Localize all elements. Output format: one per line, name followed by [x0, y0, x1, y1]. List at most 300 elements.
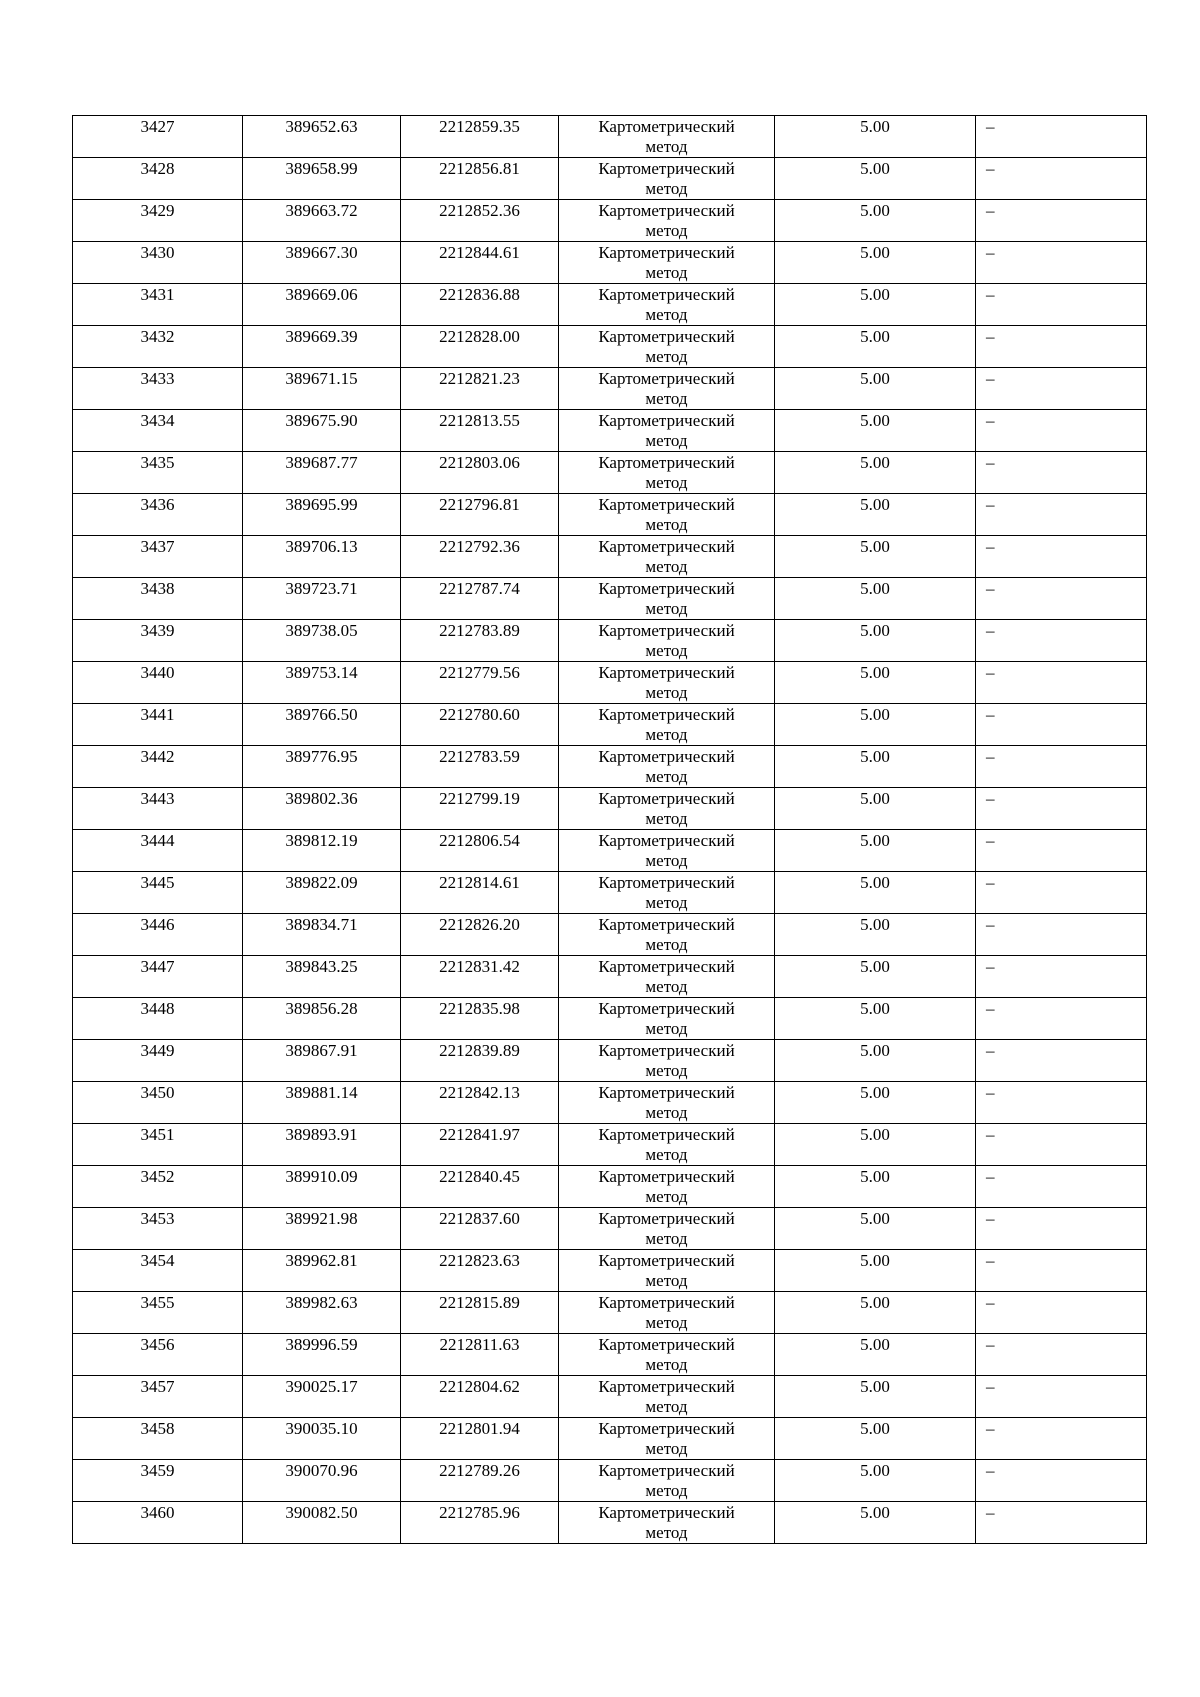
table-row: [73, 1124, 1147, 1166]
y-coordinate-cell: [401, 410, 559, 452]
method-line-1: Картометрический: [598, 453, 735, 472]
y-coordinate-cell: [401, 1418, 559, 1460]
point-number-cell-value: 3447: [140, 957, 175, 976]
method-line-2: метод: [645, 1061, 688, 1080]
x-coordinate-cell: [243, 1460, 401, 1502]
method-line-1: Картометрический: [598, 1125, 735, 1144]
note-cell: [976, 158, 1147, 200]
method-line-2: метод: [645, 473, 688, 492]
table-row: [73, 1082, 1147, 1124]
method-line-1: Картометрический: [598, 663, 735, 682]
accuracy-cell-value: 5.00: [860, 411, 890, 430]
y-coordinate-cell-value: 2212828.00: [439, 327, 520, 346]
accuracy-cell: [775, 1082, 976, 1124]
y-coordinate-cell: [401, 368, 559, 410]
accuracy-cell-value: 5.00: [860, 1461, 890, 1480]
method-cell: [559, 1502, 775, 1544]
note-cell-value: –: [986, 621, 995, 640]
point-number-cell: [73, 326, 243, 368]
method-cell: [559, 704, 775, 746]
method-line-1: Картометрический: [598, 1083, 735, 1102]
method-cell: [559, 452, 775, 494]
y-coordinate-cell: [401, 620, 559, 662]
x-coordinate-cell-value: 389867.91: [285, 1041, 358, 1060]
note-cell: [976, 494, 1147, 536]
note-cell-value: –: [986, 453, 995, 472]
x-coordinate-cell-value: 389671.15: [285, 369, 358, 388]
method-line-1: Картометрический: [598, 1293, 735, 1312]
y-coordinate-cell: [401, 1334, 559, 1376]
method-line-2: метод: [645, 1187, 688, 1206]
note-cell: [976, 368, 1147, 410]
method-cell: [559, 662, 775, 704]
y-coordinate-cell: [401, 494, 559, 536]
accuracy-cell: [775, 536, 976, 578]
accuracy-cell-value: 5.00: [860, 999, 890, 1018]
x-coordinate-cell: [243, 1250, 401, 1292]
method-line-1: Картометрический: [598, 915, 735, 934]
y-coordinate-cell-value: 2212792.36: [439, 537, 520, 556]
accuracy-cell-value: 5.00: [860, 957, 890, 976]
y-coordinate-cell: [401, 704, 559, 746]
y-coordinate-cell: [401, 1208, 559, 1250]
y-coordinate-cell: [401, 662, 559, 704]
method-cell: [559, 536, 775, 578]
method-line-1: Картометрический: [598, 747, 735, 766]
y-coordinate-cell-value: 2212804.62: [439, 1377, 520, 1396]
method-line-2: метод: [645, 641, 688, 660]
note-cell: [976, 284, 1147, 326]
x-coordinate-cell: [243, 1040, 401, 1082]
method-cell: [559, 914, 775, 956]
point-number-cell: [73, 998, 243, 1040]
note-cell-value: –: [986, 1419, 995, 1438]
x-coordinate-cell: [243, 1502, 401, 1544]
method-line-1: Картометрический: [598, 411, 735, 430]
note-cell: [976, 1208, 1147, 1250]
accuracy-cell: [775, 368, 976, 410]
x-coordinate-cell: [243, 368, 401, 410]
method-line-1: Картометрический: [598, 1461, 735, 1480]
x-coordinate-cell-value: 389667.30: [285, 243, 358, 262]
point-number-cell-value: 3442: [140, 747, 175, 766]
y-coordinate-cell: [401, 1292, 559, 1334]
accuracy-cell-value: 5.00: [860, 747, 890, 766]
point-number-cell-value: 3445: [140, 873, 175, 892]
method-line-1: Картометрический: [598, 789, 735, 808]
y-coordinate-cell-value: 2212803.06: [439, 453, 520, 472]
method-line-1: Картометрический: [598, 495, 735, 514]
method-line-2: метод: [645, 263, 688, 282]
note-cell-value: –: [986, 663, 995, 682]
accuracy-cell: [775, 116, 976, 158]
method-cell: [559, 788, 775, 830]
point-number-cell: [73, 284, 243, 326]
method-line-2: метод: [645, 1229, 688, 1248]
point-number-cell-value: 3433: [140, 369, 175, 388]
note-cell-value: –: [986, 915, 995, 934]
point-number-cell: [73, 158, 243, 200]
note-cell-value: –: [986, 1209, 995, 1228]
note-cell-value: –: [986, 957, 995, 976]
note-cell: [976, 620, 1147, 662]
point-number-cell: [73, 956, 243, 998]
accuracy-cell: [775, 746, 976, 788]
table-row: [73, 284, 1147, 326]
y-coordinate-cell-value: 2212856.81: [439, 159, 520, 178]
x-coordinate-cell: [243, 746, 401, 788]
point-number-cell-value: 3460: [140, 1503, 175, 1522]
method-cell: [559, 1082, 775, 1124]
y-coordinate-cell-value: 2212841.97: [439, 1125, 520, 1144]
accuracy-cell: [775, 662, 976, 704]
note-cell-value: –: [986, 1503, 995, 1522]
note-cell: [976, 1292, 1147, 1334]
y-coordinate-cell: [401, 116, 559, 158]
y-coordinate-cell: [401, 872, 559, 914]
x-coordinate-cell-value: 390070.96: [285, 1461, 358, 1480]
table-row: [73, 1418, 1147, 1460]
point-number-cell: [73, 200, 243, 242]
accuracy-cell-value: 5.00: [860, 159, 890, 178]
method-line-1: Картометрический: [598, 159, 735, 178]
note-cell-value: –: [986, 831, 995, 850]
point-number-cell: [73, 116, 243, 158]
method-line-1: Картометрический: [598, 831, 735, 850]
note-cell: [976, 326, 1147, 368]
x-coordinate-cell-value: 389663.72: [285, 201, 358, 220]
note-cell-value: –: [986, 747, 995, 766]
x-coordinate-cell-value: 389738.05: [285, 621, 358, 640]
method-cell: [559, 326, 775, 368]
x-coordinate-cell-value: 389812.19: [285, 831, 358, 850]
method-line-1: Картометрический: [598, 1251, 735, 1270]
accuracy-cell: [775, 326, 976, 368]
method-cell: [559, 158, 775, 200]
point-number-cell: [73, 1250, 243, 1292]
y-coordinate-cell: [401, 1502, 559, 1544]
table-row: [73, 788, 1147, 830]
point-number-cell: [73, 1292, 243, 1334]
method-line-2: метод: [645, 347, 688, 366]
note-cell-value: –: [986, 789, 995, 808]
x-coordinate-cell: [243, 1124, 401, 1166]
point-number-cell: [73, 410, 243, 452]
accuracy-cell-value: 5.00: [860, 915, 890, 934]
y-coordinate-cell-value: 2212831.42: [439, 957, 520, 976]
accuracy-cell-value: 5.00: [860, 1377, 890, 1396]
x-coordinate-cell-value: 389766.50: [285, 705, 358, 724]
y-coordinate-cell-value: 2212814.61: [439, 873, 520, 892]
method-cell: [559, 746, 775, 788]
x-coordinate-cell: [243, 788, 401, 830]
note-cell: [976, 998, 1147, 1040]
y-coordinate-cell-value: 2212836.88: [439, 285, 520, 304]
accuracy-cell-value: 5.00: [860, 201, 890, 220]
method-cell: [559, 242, 775, 284]
method-line-1: Картометрический: [598, 327, 735, 346]
y-coordinate-cell: [401, 998, 559, 1040]
note-cell-value: –: [986, 1167, 995, 1186]
point-number-cell: [73, 578, 243, 620]
y-coordinate-cell-value: 2212842.13: [439, 1083, 520, 1102]
x-coordinate-cell: [243, 1166, 401, 1208]
x-coordinate-cell: [243, 914, 401, 956]
point-number-cell-value: 3451: [140, 1125, 175, 1144]
method-line-1: Картометрический: [598, 1335, 735, 1354]
accuracy-cell-value: 5.00: [860, 663, 890, 682]
table-row: [73, 998, 1147, 1040]
note-cell-value: –: [986, 873, 995, 892]
y-coordinate-cell: [401, 1040, 559, 1082]
y-coordinate-cell-value: 2212799.19: [439, 789, 520, 808]
table-row: [73, 242, 1147, 284]
point-number-cell-value: 3446: [140, 915, 175, 934]
method-line-1: Картометрический: [598, 873, 735, 892]
accuracy-cell-value: 5.00: [860, 1167, 890, 1186]
table-row: [73, 746, 1147, 788]
x-coordinate-cell: [243, 1376, 401, 1418]
y-coordinate-cell: [401, 536, 559, 578]
y-coordinate-cell-value: 2212813.55: [439, 411, 520, 430]
y-coordinate-cell-value: 2212783.59: [439, 747, 520, 766]
table-row: [73, 368, 1147, 410]
table-row: [73, 1040, 1147, 1082]
method-line-2: метод: [645, 893, 688, 912]
x-coordinate-cell-value: 389834.71: [285, 915, 358, 934]
method-line-2: метод: [645, 1439, 688, 1458]
point-number-cell-value: 3444: [140, 831, 175, 850]
y-coordinate-cell: [401, 956, 559, 998]
method-line-2: метод: [645, 851, 688, 870]
y-coordinate-cell: [401, 452, 559, 494]
x-coordinate-cell-value: 389843.25: [285, 957, 358, 976]
x-coordinate-cell-value: 389996.59: [285, 1335, 358, 1354]
table-row: [73, 200, 1147, 242]
accuracy-cell-value: 5.00: [860, 243, 890, 262]
method-line-2: метод: [645, 1355, 688, 1374]
accuracy-cell: [775, 998, 976, 1040]
accuracy-cell: [775, 410, 976, 452]
point-number-cell: [73, 452, 243, 494]
note-cell: [976, 704, 1147, 746]
x-coordinate-cell: [243, 578, 401, 620]
accuracy-cell: [775, 788, 976, 830]
table-row: [73, 1292, 1147, 1334]
accuracy-cell: [775, 1502, 976, 1544]
x-coordinate-cell-value: 390082.50: [285, 1503, 358, 1522]
method-line-2: метод: [645, 431, 688, 450]
point-number-cell: [73, 1418, 243, 1460]
note-cell: [976, 242, 1147, 284]
x-coordinate-cell: [243, 662, 401, 704]
y-coordinate-cell-value: 2212785.96: [439, 1503, 520, 1522]
accuracy-cell: [775, 1418, 976, 1460]
y-coordinate-cell-value: 2212780.60: [439, 705, 520, 724]
y-coordinate-cell: [401, 200, 559, 242]
method-line-2: метод: [645, 179, 688, 198]
accuracy-cell: [775, 1376, 976, 1418]
method-cell: [559, 1460, 775, 1502]
method-cell: [559, 284, 775, 326]
note-cell: [976, 1376, 1147, 1418]
x-coordinate-cell: [243, 998, 401, 1040]
method-line-1: Картометрический: [598, 285, 735, 304]
table-row: [73, 1334, 1147, 1376]
method-line-1: Картометрический: [598, 537, 735, 556]
method-line-1: Картометрический: [598, 243, 735, 262]
method-cell: [559, 1418, 775, 1460]
accuracy-cell: [775, 1292, 976, 1334]
y-coordinate-cell-value: 2212826.20: [439, 915, 520, 934]
point-number-cell-value: 3430: [140, 243, 175, 262]
method-line-2: метод: [645, 977, 688, 996]
coordinates-table: [72, 115, 1147, 1544]
table-row: [73, 872, 1147, 914]
x-coordinate-cell: [243, 452, 401, 494]
method-line-2: метод: [645, 1523, 688, 1542]
table-row: [73, 1460, 1147, 1502]
y-coordinate-cell-value: 2212801.94: [439, 1419, 520, 1438]
y-coordinate-cell-value: 2212789.26: [439, 1461, 520, 1480]
method-cell: [559, 494, 775, 536]
point-number-cell-value: 3455: [140, 1293, 175, 1312]
y-coordinate-cell-value: 2212821.23: [439, 369, 520, 388]
point-number-cell-value: 3440: [140, 663, 175, 682]
accuracy-cell: [775, 494, 976, 536]
x-coordinate-cell: [243, 410, 401, 452]
x-coordinate-cell-value: 389669.39: [285, 327, 358, 346]
note-cell-value: –: [986, 1335, 995, 1354]
method-cell: [559, 620, 775, 662]
x-coordinate-cell: [243, 1334, 401, 1376]
y-coordinate-cell-value: 2212779.56: [439, 663, 520, 682]
method-line-1: Картометрический: [598, 957, 735, 976]
note-cell-value: –: [986, 159, 995, 178]
table-row: [73, 410, 1147, 452]
accuracy-cell: [775, 914, 976, 956]
point-number-cell: [73, 1376, 243, 1418]
note-cell: [976, 746, 1147, 788]
y-coordinate-cell-value: 2212844.61: [439, 243, 520, 262]
method-line-2: метод: [645, 599, 688, 618]
point-number-cell-value: 3453: [140, 1209, 175, 1228]
accuracy-cell-value: 5.00: [860, 1125, 890, 1144]
note-cell-value: –: [986, 1251, 995, 1270]
note-cell: [976, 578, 1147, 620]
table-row: [73, 830, 1147, 872]
accuracy-cell-value: 5.00: [860, 621, 890, 640]
table-row: [73, 1250, 1147, 1292]
method-cell: [559, 956, 775, 998]
table-row: [73, 452, 1147, 494]
note-cell: [976, 116, 1147, 158]
y-coordinate-cell-value: 2212783.89: [439, 621, 520, 640]
note-cell: [976, 1124, 1147, 1166]
accuracy-cell: [775, 578, 976, 620]
x-coordinate-cell-value: 389706.13: [285, 537, 358, 556]
table-row: [73, 1502, 1147, 1544]
accuracy-cell: [775, 200, 976, 242]
x-coordinate-cell: [243, 1082, 401, 1124]
y-coordinate-cell: [401, 1250, 559, 1292]
x-coordinate-cell-value: 389669.06: [285, 285, 358, 304]
table-row: [73, 326, 1147, 368]
method-cell: [559, 116, 775, 158]
point-number-cell: [73, 1082, 243, 1124]
method-line-1: Картометрический: [598, 1041, 735, 1060]
accuracy-cell-value: 5.00: [860, 1209, 890, 1228]
note-cell: [976, 1166, 1147, 1208]
method-line-1: Картометрический: [598, 201, 735, 220]
table-row: [73, 494, 1147, 536]
note-cell-value: –: [986, 411, 995, 430]
accuracy-cell-value: 5.00: [860, 369, 890, 388]
method-line-2: метод: [645, 809, 688, 828]
note-cell: [976, 536, 1147, 578]
point-number-cell: [73, 662, 243, 704]
y-coordinate-cell: [401, 1166, 559, 1208]
method-line-2: метод: [645, 767, 688, 786]
x-coordinate-cell-value: 389962.81: [285, 1251, 358, 1270]
method-line-2: метод: [645, 725, 688, 744]
method-line-2: метод: [645, 935, 688, 954]
method-line-2: метод: [645, 389, 688, 408]
point-number-cell-value: 3443: [140, 789, 175, 808]
x-coordinate-cell-value: 389675.90: [285, 411, 358, 430]
y-coordinate-cell: [401, 788, 559, 830]
x-coordinate-cell: [243, 284, 401, 326]
accuracy-cell: [775, 830, 976, 872]
method-cell: [559, 1124, 775, 1166]
accuracy-cell-value: 5.00: [860, 873, 890, 892]
note-cell: [976, 1040, 1147, 1082]
method-line-2: метод: [645, 1103, 688, 1122]
point-number-cell: [73, 788, 243, 830]
note-cell-value: –: [986, 537, 995, 556]
accuracy-cell: [775, 956, 976, 998]
x-coordinate-cell-value: 389658.99: [285, 159, 358, 178]
accuracy-cell-value: 5.00: [860, 285, 890, 304]
y-coordinate-cell: [401, 158, 559, 200]
point-number-cell-value: 3436: [140, 495, 175, 514]
x-coordinate-cell-value: 389687.77: [285, 453, 358, 472]
x-coordinate-cell-value: 389753.14: [285, 663, 358, 682]
x-coordinate-cell: [243, 158, 401, 200]
y-coordinate-cell-value: 2212852.36: [439, 201, 520, 220]
x-coordinate-cell: [243, 1418, 401, 1460]
method-line-2: метод: [645, 515, 688, 534]
note-cell-value: –: [986, 369, 995, 388]
method-cell: [559, 368, 775, 410]
note-cell: [976, 788, 1147, 830]
note-cell: [976, 1418, 1147, 1460]
point-number-cell: [73, 704, 243, 746]
x-coordinate-cell: [243, 872, 401, 914]
accuracy-cell: [775, 1250, 976, 1292]
x-coordinate-cell-value: 390025.17: [285, 1377, 358, 1396]
accuracy-cell: [775, 620, 976, 662]
accuracy-cell: [775, 1040, 976, 1082]
accuracy-cell-value: 5.00: [860, 117, 890, 136]
note-cell: [976, 914, 1147, 956]
accuracy-cell: [775, 242, 976, 284]
note-cell: [976, 200, 1147, 242]
method-cell: [559, 1292, 775, 1334]
method-cell: [559, 1040, 775, 1082]
point-number-cell-value: 3441: [140, 705, 175, 724]
table-row: [73, 536, 1147, 578]
